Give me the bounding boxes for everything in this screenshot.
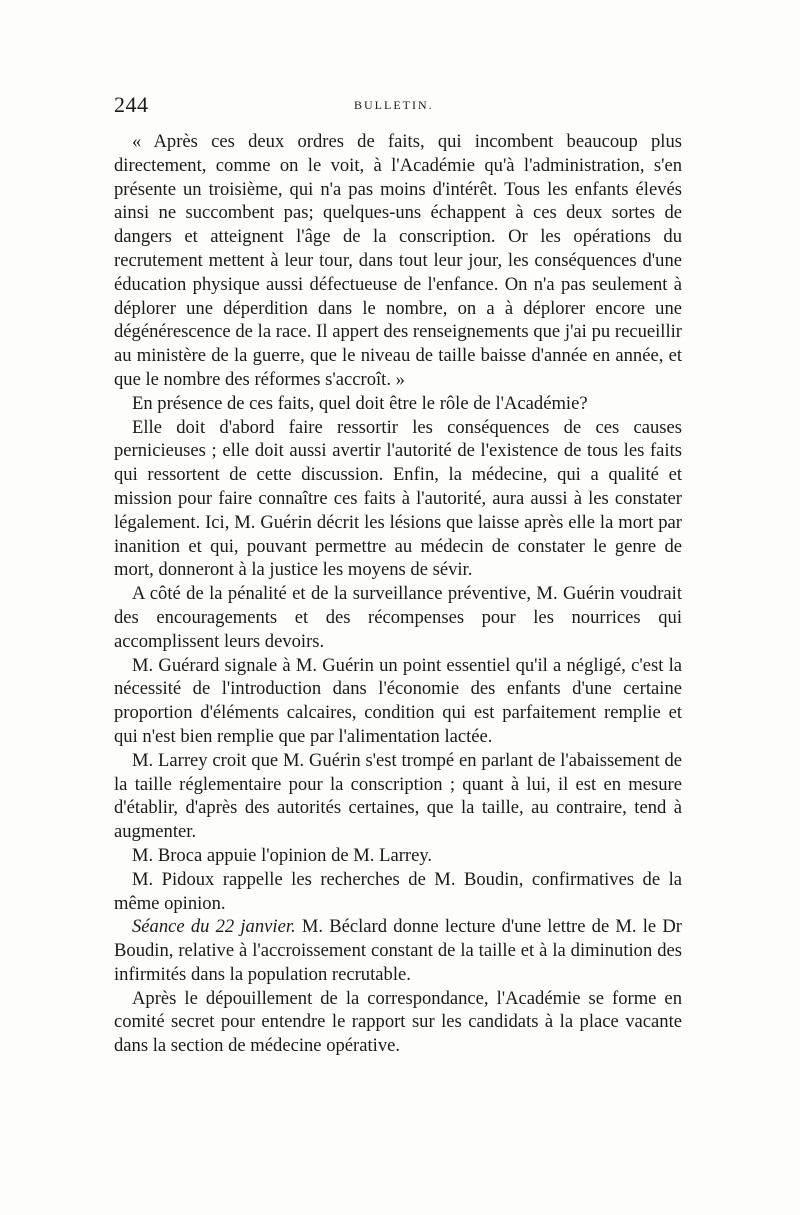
seance-text: M. Béclard donne lecture d'une lettre de M. le Dr Boudin, relative à l'accroissement constant de la taille et à la diminution des infirmités dans la population recrutable. [114, 916, 682, 985]
paragraph-pidoux: M. Pidoux rappelle les recherches de M. Boudin, confirmatives de la même opinion. [114, 868, 682, 914]
paragraph-quote: « Après ces deux ordres de faits, qui incombent beaucoup plus directement, comme on le voit, à l'Académie qu'à l'administration, s'en présente un troisième, qui n'a pas moins d'intérêt. Tous les enfants élevés ainsi ne succombent pas; quelques-uns échappent à ces deux sortes de dangers et atteignent l'âge de la conscription. Or les opérations du recrutement mettent à leur tour, dans tout leur jour, les conséquences d'une éducation physique aussi défectueuse de l'enfance. On n'a pas seulement à déplorer une déperdition dans le nombre, on a à déplorer encore une dégénérescence de la race. Il appert des renseignements que j'ai pu recueillir au ministère de la guerre, que le niveau de taille baisse d'année en année, et que le nombre des réformes s'accroît. » [114, 131, 682, 390]
paragraph-guerard: M. Guérard signale à M. Guérin un point essentiel qu'il a négligé, c'est la nécessité de l'introduction dans l'économie des enfants d'une certaine proportion d'éléments calcaires, condition qui est parfaitement remplie et qui n'est bien remplie que par l'alimentation lactée. [114, 654, 682, 747]
running-title: BULLETIN. [354, 98, 434, 112]
page-number: 244 [114, 92, 149, 117]
paragraph-question: En présence de ces faits, quel doit être le rôle de l'Académie? [132, 392, 588, 414]
paragraph-encouragements: A côté de la pénalité et de la surveillance préventive, M. Guérin voudrait des encouragements et des récompenses pour les nourrices qui accomplissent leurs devoirs. [114, 583, 682, 652]
paragraph-academy-role: Elle doit d'abord faire ressortir les conséquences de ces causes pernicieuses ; elle doit aussi avertir l'autorité de l'existence de tous les faits qui ressortent de cette discussion. Enfin, la médecine, qui a qualité et mission pour faire connaître ces faits à l'autorité, aura aussi à les constater légalement. Ici, M. Guérin décrit les lésions que laisse après elle la mort par inanition et qui, pouvant permettre au médecin de constater le genre de mort, donneront à la justice les moyens de sévir. [114, 416, 682, 581]
paragraph-broca: M. Broca appuie l'opinion de M. Larrey. [132, 844, 433, 866]
body-text [114, 130, 682, 1058]
paragraph-seance [114, 915, 682, 986]
running-head [114, 92, 684, 122]
paragraph-comite: Après le dépouillement de la correspondance, l'Académie se forme en comité secret pour entendre le rapport sur les candidats à la place vacante dans la section de médecine opérative. [114, 987, 682, 1057]
seance-date: Séance du 22 janvier. [132, 916, 296, 938]
paragraph-larrey: M. Larrey croit que M. Guérin s'est trompé en parlant de l'abaissement de la taille réglementaire pour la conscription ; quant à lui, il est en mesure d'établir, d'après des autorités certaines, que la taille, au contraire, tend à augmenter. [114, 749, 682, 843]
